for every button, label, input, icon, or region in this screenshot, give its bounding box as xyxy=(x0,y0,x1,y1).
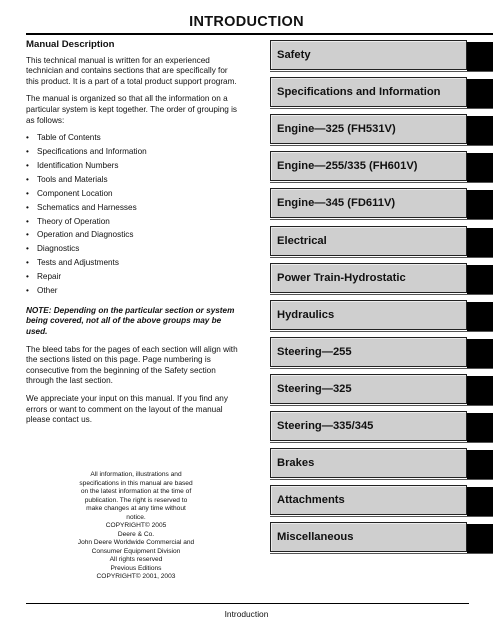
tab-label: Safety xyxy=(277,49,311,61)
group-item: • Tests and Adjustments xyxy=(26,258,242,272)
section-tab-brakes[interactable] xyxy=(270,448,493,480)
tab-divider xyxy=(270,145,493,146)
tab-label: Hydraulics xyxy=(277,309,335,321)
section-tab-safety[interactable] xyxy=(270,40,493,72)
tab-label: Brakes xyxy=(277,457,315,469)
group-item: • Theory of Operation xyxy=(26,217,242,231)
copyright-line: COPYRIGHT© 2001, 2003 xyxy=(96,573,176,580)
manual-description xyxy=(26,40,242,433)
section-tab-engine-255-335[interactable] xyxy=(270,151,493,183)
bleed-tab xyxy=(467,524,493,554)
bleed-tab xyxy=(467,116,493,146)
group-list xyxy=(26,133,242,300)
rights-line: All rights reserved xyxy=(109,556,163,563)
bleed-tab xyxy=(467,376,493,406)
bleed-tab xyxy=(467,42,493,72)
section-tab-steering-255[interactable] xyxy=(270,337,493,369)
tab-label: Steering—325 xyxy=(277,383,352,395)
section-tab-engine-345[interactable] xyxy=(270,188,493,220)
tab-divider xyxy=(270,331,493,332)
legal-line: make changes at any time without xyxy=(86,505,186,512)
group-item: • Identification Numbers xyxy=(26,161,242,175)
tab-divider xyxy=(270,182,493,183)
section-tab-power-train[interactable] xyxy=(270,263,493,295)
section-tab-electrical[interactable] xyxy=(270,226,493,258)
organization-paragraph: The manual is organized so that all the information on a particular system is kept together. The order of grouping is as follows: xyxy=(26,94,238,125)
tab-label: Miscellaneous xyxy=(277,531,354,543)
title-rule xyxy=(26,33,493,35)
tab-label: Steering—335/345 xyxy=(277,420,374,432)
division-line: Consumer Equipment Division xyxy=(91,547,181,555)
section-heading: Manual Description xyxy=(26,39,115,50)
bleed-tab xyxy=(467,190,493,220)
group-item: • Operation and Diagnostics xyxy=(26,230,242,244)
group-item: • Specifications and Information xyxy=(26,147,242,161)
footer-label: Introduction xyxy=(224,609,269,619)
tab-divider xyxy=(270,516,493,517)
section-tab-hydraulics[interactable] xyxy=(270,300,493,332)
legal-notice xyxy=(76,471,196,582)
legal-line: All information, illustrations and xyxy=(90,471,182,478)
tab-label: Steering—255 xyxy=(277,346,352,358)
page-title: INTRODUCTION xyxy=(189,14,304,30)
group-item: • Table of Contents xyxy=(26,133,242,147)
bleed-tab xyxy=(467,339,493,369)
bleed-tab xyxy=(467,153,493,183)
tab-label: Engine—255/335 (FH601V) xyxy=(277,160,418,172)
tab-label: Engine—345 (FD611V) xyxy=(277,197,396,209)
tab-divider xyxy=(270,71,493,72)
group-item: • Schematics and Harnesses xyxy=(26,203,242,217)
tab-divider xyxy=(270,368,493,369)
legal-line: on the latest information at the time of xyxy=(80,488,192,495)
intro-paragraph: This technical manual is written for an experienced technician and contains sections that are specifically for this product. It is a part of a total product support program. xyxy=(26,55,237,86)
tab-divider xyxy=(270,108,493,109)
company-line: Deere & Co. xyxy=(117,530,155,538)
tab-divider xyxy=(270,257,493,258)
tab-divider xyxy=(270,405,493,406)
section-tab-miscellaneous[interactable] xyxy=(270,522,493,554)
group-item: • Repair xyxy=(26,272,242,286)
bleed-tabs-paragraph: The bleed tabs for the pages of each section will align with the sections listed on this page. Page numbering is consecutive from the beginning of the Safety section through the last section. xyxy=(26,344,238,386)
group-item: • Tools and Materials xyxy=(26,175,242,189)
tab-divider xyxy=(270,442,493,443)
bleed-tab xyxy=(467,228,493,258)
tab-divider xyxy=(270,479,493,480)
tab-divider xyxy=(270,294,493,295)
section-tab-specifications[interactable] xyxy=(270,77,493,109)
bleed-tab xyxy=(467,265,493,295)
section-tab-attachments[interactable] xyxy=(270,485,493,517)
tab-divider xyxy=(270,553,493,554)
legal-line: specifications in this manual are based xyxy=(79,479,193,487)
feedback-paragraph: We appreciate your input on this manual. If you find any errors or want to comment on the layout of the manual please contact us. xyxy=(26,394,228,425)
footer-rule xyxy=(26,603,469,604)
legal-line: notice. xyxy=(126,513,146,521)
section-tab-engine-325[interactable] xyxy=(270,114,493,146)
group-item: • Diagnostics xyxy=(26,244,242,258)
tab-label: Engine—325 (FH531V) xyxy=(277,123,396,135)
tab-divider xyxy=(270,219,493,220)
editions-line: Previous Editions xyxy=(110,564,162,572)
legal-line: publication. The right is reserved to xyxy=(84,496,188,504)
bleed-tab xyxy=(467,302,493,332)
tab-label: Power Train-Hydrostatic xyxy=(277,272,406,284)
bleed-tab xyxy=(467,450,493,480)
tab-label: Specifications and Information xyxy=(277,86,441,98)
section-tab-steering-335-345[interactable] xyxy=(270,411,493,443)
group-item: • Component Location xyxy=(26,189,242,203)
group-item: • Other xyxy=(26,286,242,300)
tab-label: Attachments xyxy=(277,494,345,506)
division-line: John Deere Worldwide Commercial and xyxy=(77,539,195,546)
note-paragraph: NOTE: Depending on the particular section or system being covered, not all of the above groups may be used. xyxy=(26,305,235,337)
copyright-line: COPYRIGHT© 2005 xyxy=(105,522,167,529)
bleed-tab xyxy=(467,413,493,443)
section-tab-steering-325[interactable] xyxy=(270,374,493,406)
bleed-tab xyxy=(467,79,493,109)
bleed-tab xyxy=(467,487,493,517)
tab-label: Electrical xyxy=(277,235,327,247)
